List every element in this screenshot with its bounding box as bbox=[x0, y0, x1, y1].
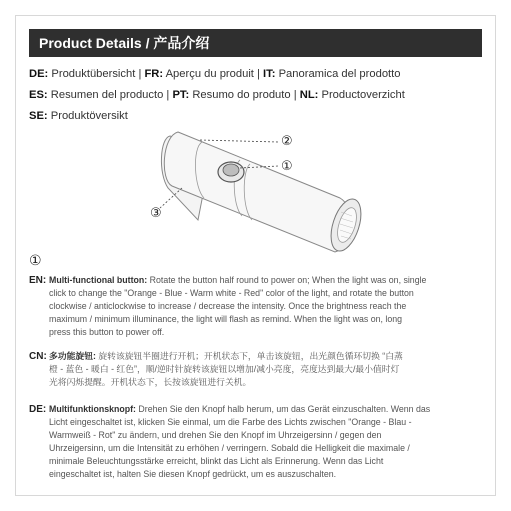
lang-code-pt: PT: bbox=[172, 89, 190, 101]
section-de-code: DE: bbox=[29, 404, 47, 415]
section-cn-code: CN: bbox=[29, 351, 47, 362]
section-de-line: minimale Beleuchtungsstärke erreicht, blinkt das Licht als Erinnerung. Wenn das Licht bbox=[49, 456, 384, 467]
language-line-3 bbox=[29, 110, 128, 122]
section-en-line: press this button to power off. bbox=[49, 327, 165, 338]
section-de-line: eingeschaltet ist, halten Sie diesen Knopf gedrückt, um es auszuschalten. bbox=[49, 469, 337, 480]
flashlight-body bbox=[161, 132, 366, 255]
section-cn bbox=[29, 350, 489, 389]
lang-text-it: Panoramica del prodotto bbox=[275, 68, 401, 80]
header-title: Product Details / 产品介绍 bbox=[39, 35, 210, 51]
section-marker: ① bbox=[29, 252, 42, 268]
lang-text-se: Produktöversikt bbox=[47, 110, 128, 122]
knob-icon bbox=[218, 162, 244, 182]
section-en-title: Multi-functional button: bbox=[49, 275, 148, 285]
section-de-line: Warmweiß - Rot" zu ändern, und drehen Sie den Knopf im Uhrzeigersinn / gegen den bbox=[49, 430, 382, 441]
lang-code-de: DE: bbox=[29, 68, 49, 80]
language-line-1 bbox=[29, 68, 401, 80]
section-de-line: Uhrzeigersinn, um die Intensität zu erhöhen / verringern. Sobald die Helligkeit die maximale / bbox=[49, 443, 410, 454]
section-en bbox=[29, 274, 489, 339]
section-en-code: EN: bbox=[29, 275, 47, 286]
section-de-line: Drehen Sie den Knopf halb herum, um das Gerät einzuschalten. Wenn das bbox=[135, 404, 431, 414]
lang-code-fr: FR: bbox=[144, 68, 164, 80]
section-cn-title: 多功能旋钮: bbox=[49, 351, 96, 361]
lang-code-se: SE: bbox=[29, 110, 48, 122]
section-de bbox=[29, 403, 489, 482]
header-bar bbox=[29, 29, 482, 57]
section-en-line: click to change the "Orange - Blue - Warm white - Red" color of the light, and rotate the button bbox=[49, 288, 414, 299]
lang-text-de: Produktübersicht | bbox=[48, 68, 145, 80]
section-en-line: Rotate the button half round to power on; When the light was on, single bbox=[147, 275, 427, 285]
lang-code-es: ES: bbox=[29, 89, 48, 101]
lang-text-es: Resumen del producto | bbox=[47, 89, 173, 101]
section-cn-line: 光将闪烁提醒。开机状态下，长按该旋钮进行关机。 bbox=[49, 377, 252, 388]
flashlight-illustration bbox=[140, 128, 380, 258]
lang-code-it: IT: bbox=[263, 68, 276, 80]
lang-text-pt: Resumo do produto | bbox=[189, 89, 300, 101]
lang-text-nl: Productoverzicht bbox=[318, 89, 405, 101]
lang-text-fr: Aperçu du produit | bbox=[163, 68, 264, 80]
callout-2: ② bbox=[281, 133, 293, 148]
lang-code-nl: NL: bbox=[299, 89, 319, 101]
callout-1: ① bbox=[281, 158, 293, 173]
section-cn-line: 橙 - 蓝色 - 暖白 - 红色”，顺/逆时针旋转该旋钮以增加/减小亮度，亮度达到最大/最小值时灯 bbox=[49, 364, 400, 375]
section-de-title: Multifunktionsknopf: bbox=[49, 404, 136, 414]
callout-3: ③ bbox=[150, 205, 162, 220]
language-line-2 bbox=[29, 89, 405, 101]
section-en-line: clockwise / anticlockwise to increase / decrease the intensity. Once the brightness reach the bbox=[49, 301, 407, 312]
section-en-line: maximum / minimum illuminance, the light will flash as remind. When the light was on, long bbox=[49, 314, 402, 325]
section-de-line: Licht eingeschaltet ist, klicken Sie einmal, um die Farbe des Lichts zwischen "Orange - Blau - bbox=[49, 417, 412, 428]
section-cn-line: 旋转该旋钮半圈进行开机；开机状态下，单击该旋钮，出光颜色循环切换 “白蒸 bbox=[95, 351, 403, 361]
